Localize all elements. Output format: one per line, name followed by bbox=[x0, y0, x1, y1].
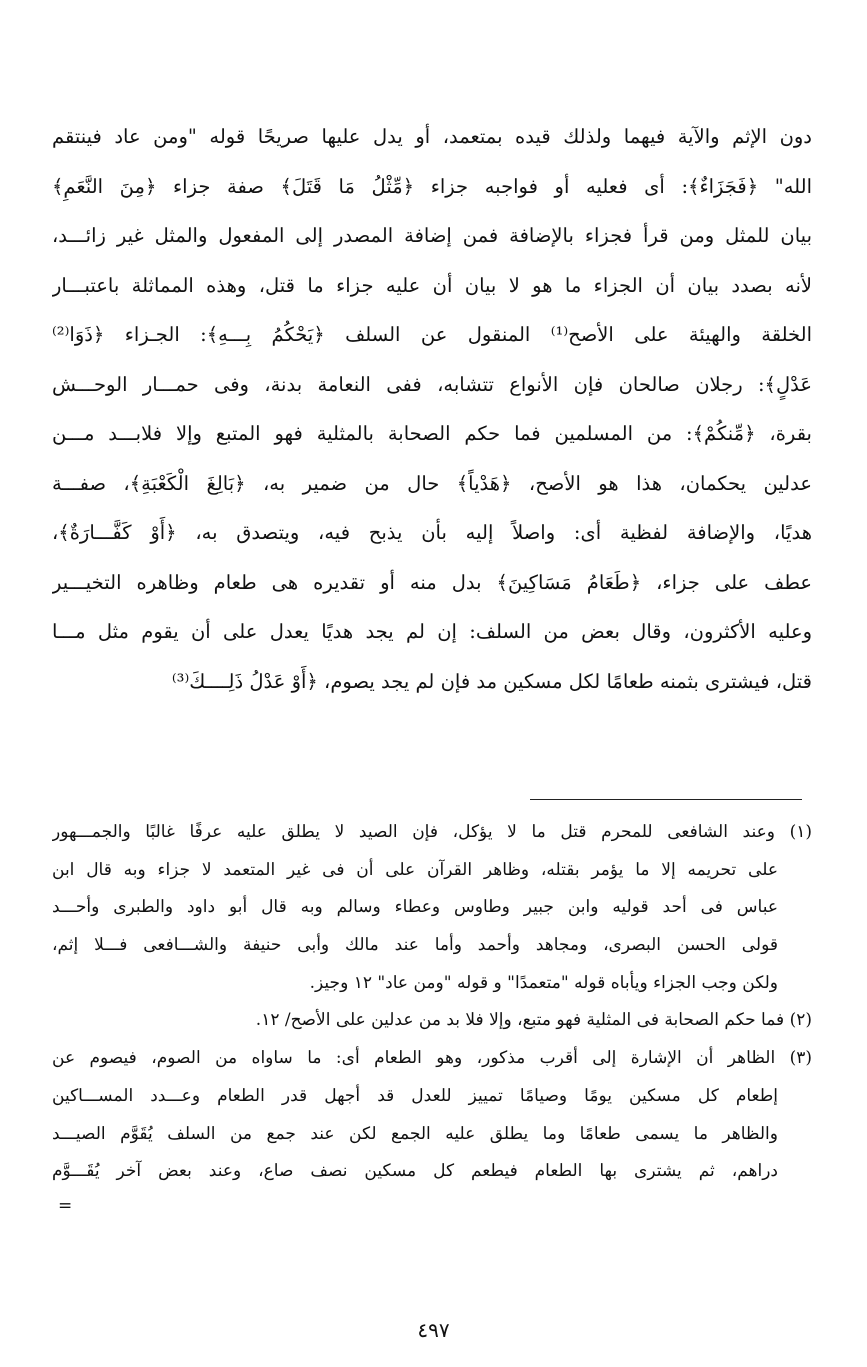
footnote-line: والظاهر ما يسمى طعامًا وما يطلق عليه الجمع لكن عند جمع من السلف يُقَوَّم الصيـــد bbox=[52, 1123, 778, 1144]
text-line: قتل، فيشترى بثمنه طعامًا لكل مسكين مد فإن لم يجد يصوم، ﴿أَوْ عَدْلُ ذَلِــــكَ⁽³⁾ bbox=[171, 669, 812, 693]
footnote-line: دراهم، ثم يشترى بها الطعام فيطعم كل مسكين نصف صاع، وعند بعض آخر يُقَـــوَّم bbox=[52, 1161, 778, 1182]
page-number: ٤٩٧ bbox=[417, 1318, 450, 1342]
text-line: لأنه بصدد بيان أن الجزاء ما هو لا بيان أن عليه جزاء ما قتل، وهذه المماثلة باعتبـــار bbox=[52, 273, 812, 297]
text-line: عَدْلٍ﴾: رجلان صالحان فإن الأنواع تتشابه، ففى النعامة بدنة، وفى حمـــار الوحـــش bbox=[52, 372, 812, 396]
continuation-mark: = bbox=[58, 1195, 73, 1216]
text-line: دون الإثم والآية فيهما ولذلك قيده بمتعمد، أو يدل عليها صريحًا قوله "ومن عاد فينتقم bbox=[52, 125, 812, 148]
footnote-line: قولى الحسن البصرى، ومجاهد وأحمد وأما عند مالك وأبى حنيفة والشـــافعى فـــلا إثم، bbox=[52, 935, 778, 956]
text-line: بقرة، ﴿مِّنكُمْ﴾: من المسلمين فما حكم الصحابة بالمثلية فهو المتبع وإلا فلابـــد مـــن bbox=[52, 422, 812, 445]
footnote-divider bbox=[530, 799, 802, 800]
footnote-line: (١) وعند الشافعى للمحرم قتل ما لا يؤكل، فإن الصيد لا يطلق عليه عرفًا غالبًا والجمـــهور bbox=[52, 822, 812, 842]
footnotes bbox=[52, 814, 812, 1221]
footnote-line: عباس فى أحد قوليه وابن جبير وطاوس وعطاء وسالم وبه قال أبو داود والطبرى وأحـــد bbox=[52, 897, 778, 918]
footnote-line: على تحريمه إلا ما يؤمر بقتله، وظاهر القرآن على أن فى غير المتعمد لا جزاء وبه قال ابن bbox=[52, 859, 778, 880]
footnote-line: ولكن وجب الجزاء ويأباه قوله "متعمدًا" و قوله "ومن عاد" ١٢ وجيز. bbox=[309, 972, 778, 993]
text-line: الله" ﴿فَجَزَاءٌ﴾: أى فعليه أو فواجبه جزاء ﴿مِّثْلُ مَا قَتَلَ﴾ صفة جزاء ﴿مِنَ النَّعَمِ﴾ bbox=[52, 174, 812, 198]
text-line: الخلقة والهيئة على الأصح⁽¹⁾ المنقول عن السلف ﴿يَحْكُمُ بِـــهِ﴾: الجـزاء ﴿ذَوَا⁽²⁾ bbox=[52, 323, 812, 346]
text-line: بيان للمثل ومن قرأ فجزاء بالإضافة فمن إضافة المصدر إلى المفعول والمثل غير زائـــد، bbox=[52, 224, 812, 247]
footnote-line: (٣) الظاهر أن الإشارة إلى أقرب مذكور، وهو الطعام أى: ما ساواه من الصوم، فيصوم عن bbox=[52, 1048, 812, 1069]
footnote-line: إطعام كل مسكين يومًا وصيامًا تمييز للعدل قد أجهل قدر الطعام وعـــدد المســـاكين bbox=[52, 1085, 778, 1106]
footnote-line: (٢) فما حكم الصحابة فى المثلية فهو متبع، وإلا فلا بد من عدلين على الأصح/ ١٢. bbox=[255, 1010, 812, 1031]
main-text bbox=[52, 112, 812, 706]
text-line: هديًا، والإضافة لفظية أى: واصلاً إليه بأن يذبح فيه، ويتصدق به، ﴿أَوْ كَفَّـــارَةٌ﴾، bbox=[52, 521, 812, 544]
text-line: وعليه الأكثرون، وقال بعض من السلف: إن لم يجد هديًا يعدل على أن يقوم مثل مـــا bbox=[52, 620, 812, 643]
text-line: عدلين يحكمان، هذا هو الأصح، ﴿هَدْياً﴾ حال من ضمير به، ﴿بَالِغَ الْكَعْبَةِ﴾، صفـــة bbox=[52, 471, 812, 495]
text-line: عطف على جزاء، ﴿طَعَامُ مَسَاكِينَ﴾ بدل منه أو تقديره هى طعام وظاهره التخيـــير bbox=[52, 570, 812, 594]
